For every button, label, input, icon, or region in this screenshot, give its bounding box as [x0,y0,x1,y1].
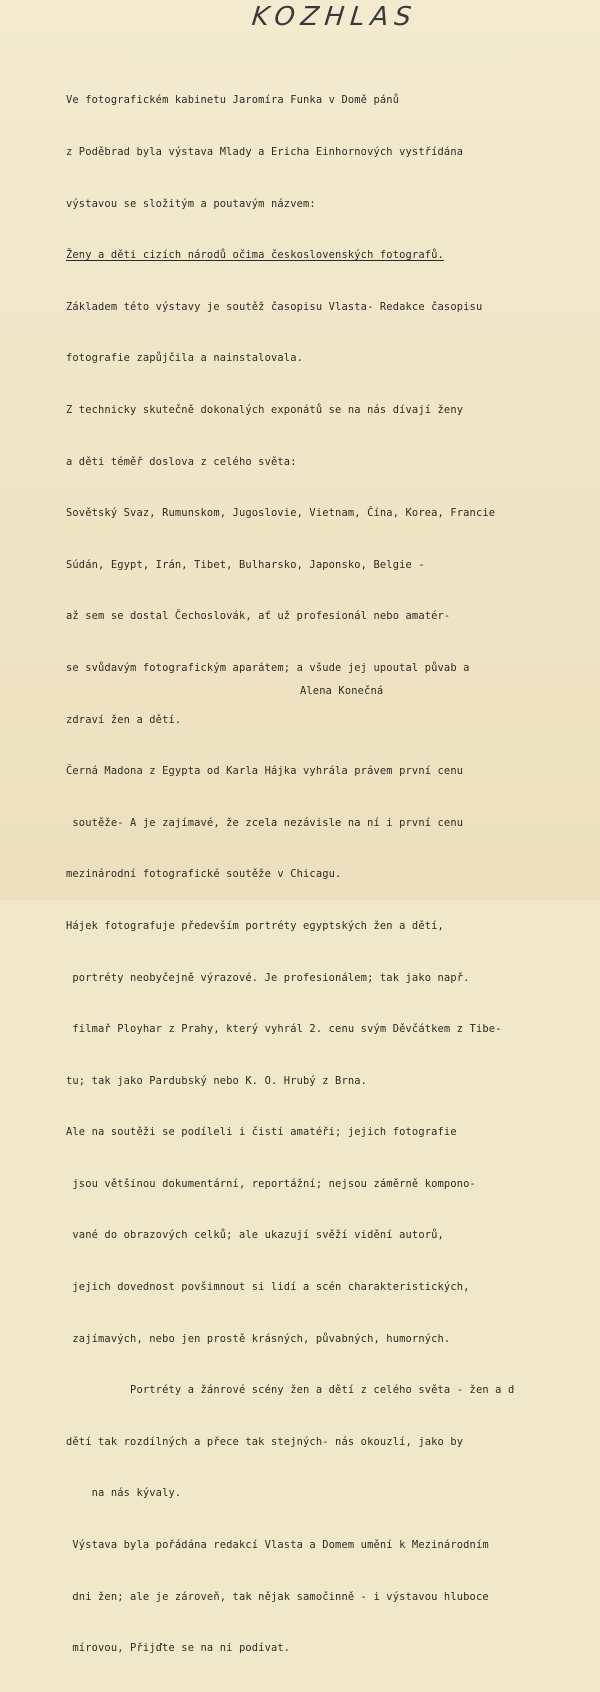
text-line: mírovou, Přijďte se na ni podívat. [66,1642,291,1655]
handwritten-title: KOZHLAS [250,2,419,32]
text-line: jejich dovednost povšimnout si lidí a scén charakteristických, [66,1281,470,1294]
text-line: Základem této výstavy je soutěž časopisu Vlasta- Redakce časopisu [66,300,483,313]
text-line: portréty neobyčejně výrazové. Je profesionálem; tak jako např. [66,971,470,984]
text-line: na nás kývaly. [66,1487,182,1500]
text-line: Sovětský Svaz, Rumunskom, Jugoslovie, Vietnam, Čína, Korea, Francie [66,507,496,520]
text-line: jsou většinou dokumentární, reportážní; nejsou záměrně kompono- [66,1177,476,1190]
text-line: dětí tak rozdílných a přece tak stejných- nás okouzlí, jako by [66,1435,464,1448]
text-line: výstavou se složitým a poutavým názvem: [66,197,316,210]
author-signature: Alena Konečná [300,685,384,697]
text-line: tu; tak jako Pardubský nebo K. O. Hrubý z Brna. [66,1074,368,1087]
article-body [66,58,600,1692]
text-line: se svůdavým fotografickým aparátem; a všude jej upoutal půvab a [66,661,470,674]
text-line: Černá Madona z Egypta od Karla Hájka vyhrála právem první cenu [66,765,464,778]
text-line: Výstava byla pořádána redakcí Vlasta a Domem umění k Mezinárodním [66,1539,489,1552]
text-line: dni žen; ale je zároveň, tak nějak samočinně - i výstavou hluboce [66,1590,489,1603]
text-line: z Poděbrad byla výstava Mlady a Ericha Einhornových vystřídána [66,146,464,158]
exhibition-title-line: Ženy a děti cizích národů očima československých fotografů. [66,249,444,262]
text-line: vané do obrazových celků; ale ukazují svěží vidění autorů, [66,1229,444,1242]
text-line: až sem se dostal Čechoslovák, ať už profesionál nebo amatér- [66,610,451,623]
text-line: Z technicky skutečně dokonalých exponátů se na nás dívají ženy [66,403,464,416]
text-line: Portréty a žánrové scény žen a dětí z celého světa - žen a d [66,1384,515,1397]
text-line: Ale na soutěži se podíleli i čistí amatéři; jejich fotografie [66,1126,457,1139]
text-line: Hájek fotografuje především portréty egyptských žen a dětí, [66,919,444,932]
text-line: zajímavých, nebo jen prostě krásných, půvabných, humorných. [66,1332,451,1345]
text-line: mezinárodní fotografické soutěže v Chicagu. [66,868,342,881]
text-line: a děti téměř doslova z celého světa: [66,455,297,468]
text-line: Ve fotografickém kabinetu Jaromíra Funka v Domě pánů [66,94,400,107]
text-line: fotografie zapůjčila a nainstalovala. [66,352,304,365]
text-line: Súdán, Egypt, Irán, Tibet, Bulharsko, Japonsko, Belgie - [66,558,425,571]
text-line: filmař Ployhar z Prahy, který vyhrál 2. cenu svým Děvčátkem z Tibe- [66,1023,502,1036]
text-line: zdraví žen a dětí. [66,713,182,726]
text-line: soutěže- A je zajímavé, že zcela nezávisle na ní i první cenu [66,816,464,829]
